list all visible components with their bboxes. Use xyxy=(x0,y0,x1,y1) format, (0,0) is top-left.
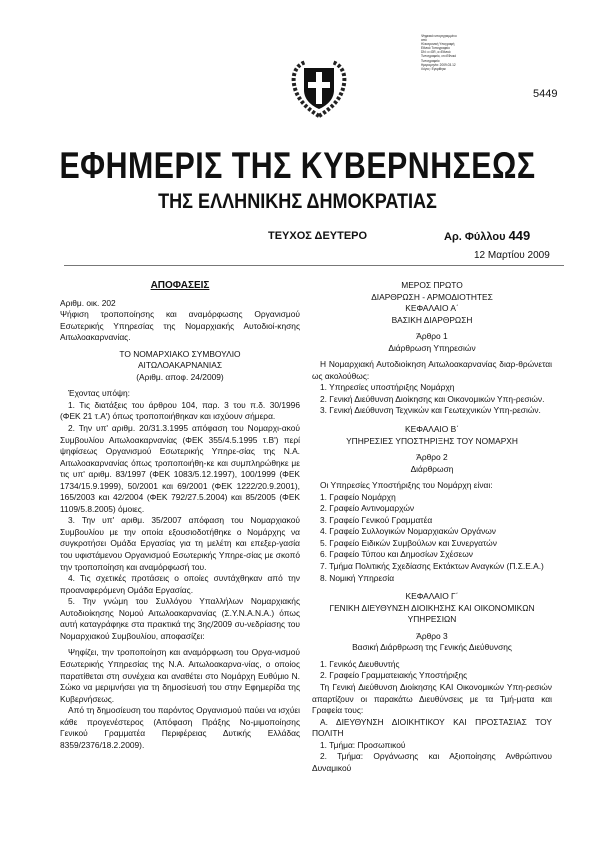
article-heading: Άρθρο 3 xyxy=(416,630,448,641)
list-item: 1. Γενικός Διευθυντής xyxy=(320,658,400,669)
page-number: 5449 xyxy=(533,88,558,100)
list-item: 5. Την γνώμη του Συλλόγου Υπαλλήλων Νομαρχιακής Αυτοδιοίκησης Νομού Αιτωλοακαρνανίας (Σ.Υ.Ν.Α.Ν.Α.) όπως αυτή καταγράφηκε στα πρακτικά της 3ης/2009 συ-νεδρίασης του Νομαρχιακού Συμβουλίου, αποφασίζει: xyxy=(60,596,300,641)
list-item: 1. Τμήμα: Προσωπικού xyxy=(320,739,406,750)
list-item: 2. Την υπ' αριθμ. 20/31.3.1995 απόφαση του Νομαρχι-ακού Συμβουλίου Αιτωλοακαρνανίας (ΦΕΚ 355/4.5.1995 τ.Β') περί ψηφίσεως Οργανισμού Εσωτερικής Υπηρε-σίας της Ν.Α. Αιτωλοακαρνανίας όπως τροποποιήθη-κε και συμπληρώθηκε με τις υπ' αριθμ. 83/1997 (ΦΕΚ 1083/5.12.1997), 100/1999 (ΦΕΚ 1734/15.9.1999), 50/2001 και 69/2001 (ΦΕΚ 1222/20.9.2001), 165/2003 και 42/2004 (ΦΕΚ 792/27.5.2004) και 85/2005 (ΦΕΚ 1109/5.8.2005) όμοιες. xyxy=(60,423,300,514)
sheet-number xyxy=(444,228,530,243)
council-line: ΤΟ ΝΟΜΑΡΧΙΑΚΟ ΣΥΜΒΟΥΛΙΟ xyxy=(119,348,241,359)
paragraph: Από τη δημοσίευση του παρόντος Οργανισμού παύει να ισχύει κάθε προγενέστερος (Απόφαση Πράξης Νο-μιμοποίησης Γενικού Γραμματέα Περιφέρειας Δυτικής Ελλάδας 8359/2376/18.2.2009). xyxy=(60,705,300,750)
stamp-line: Ημερομηνία: 2009.03.12 xyxy=(421,62,456,67)
stamp-line: Τυπογραφείο, cn=Εθνικό xyxy=(421,54,457,59)
list-item: 2. Γραφείο Γραμματειακής Υποστήριξης xyxy=(320,670,468,681)
article-title: Διάρθρωση xyxy=(410,463,454,474)
list-item: 3. Γενική Διεύθυνση Τεχνικών και Γεωτεχνικών Υπη-ρεσιών. xyxy=(320,405,541,416)
list-item: 7. Τμήμα Πολιτικής Σχεδίασης Εκτάκτων Αναγκών (Π.Σ.Ε.Α.) xyxy=(320,561,544,572)
decision-number: Αριθμ. οικ. 202 xyxy=(60,297,116,308)
gazette-subtitle: ΤΗΣ ΕΛΛΗΝΙΚΗΣ ΔΗΜΟΚΡΑΤΙΑΣ xyxy=(158,190,437,213)
section-heading: Α. ΔΙΕΥΘΥΝΣΗ ΔΙΟΙΚΗΤΙΚΟΥ ΚΑΙ ΠΡΟΣΤΑΣΙΑΣ ΤΟΥ ΠΟΛΙΤΗ xyxy=(312,716,552,739)
paragraph: Τη Γενική Διεύθυνση Διοίκησης ΚΑΙ Οικονομικών Υπη-ρεσιών απαρτίζουν οι παρακάτω Διευθύνσεις με τα Τμή-ματα και Γραφεία τους: xyxy=(312,681,552,716)
part-heading: ΜΕΡΟΣ ΠΡΩΤΟ xyxy=(401,280,463,290)
part-title: ΔΙΑΡΘΡΩΣΗ - ΑΡΜΟΔΙΟΤΗΤΕΣ xyxy=(371,291,493,302)
chapter-title: ΥΠΗΡΕΣΙΕΣ ΥΠΟΣΤΗΡΙΞΗΣ ΤΟΥ ΝΟΜΑΡΧΗ xyxy=(346,435,518,446)
sheet-number-value: 449 xyxy=(508,228,531,243)
list-item: 2. Γραφείο Αντινομαρχών xyxy=(320,503,415,514)
sheet-label: Αρ. Φύλλου xyxy=(444,231,506,243)
list-item: 6. Γραφείο Τύπου και Δημοσίων Σχέσεων xyxy=(320,549,473,560)
stamp-line: Τυπογραφείο xyxy=(421,58,440,63)
list-item: 3. Γραφείο Γενικού Γραμματέα xyxy=(320,514,433,525)
left-column xyxy=(60,280,300,751)
list-item: 2. Τμήμα: Οργάνωσης και Αξιοποίησης Ανθρώπινου Δυναμικού xyxy=(312,751,552,773)
council-line: (Αριθμ. αποφ. 24/2009) xyxy=(136,371,224,382)
stamp-line: Ηλεκτρονική Υπογραφή xyxy=(421,42,455,47)
paragraph: Οι Υπηρεσίες Υποστήριξης του Νομάρχη είναι: xyxy=(320,480,493,491)
list-item: 3. Την υπ' αριθμ. 35/2007 απόφαση του Νομαρχιακού Συμβουλίου με την οποία εξουσιοδοτήθηκε ο Νομάρχης να συγκροτήσει Ομάδα Εργασίας για τη μελέτη και επεξερ-γασία του υφιστάμενου Οργανισμού Εσωτερικής Υπηρε-σίας με σκοπό την τροποποίηση και αναμόρφωσή του. xyxy=(60,515,300,572)
article-heading: Άρθρο 2 xyxy=(416,452,448,463)
list-item: 1. Γραφείο Νομάρχη xyxy=(320,491,396,502)
stamp-line: Λόγος: Εγκρίθηκε xyxy=(421,66,446,71)
list-item: 4. Γραφείο Συλλογικών Νομαρχιακών Οργάνων xyxy=(320,526,496,537)
stamp-line: Εθνικό Τυπογραφείο xyxy=(421,46,450,51)
issue-date: 12 Μαρτίου 2009 xyxy=(474,250,550,261)
header-divider xyxy=(64,265,564,266)
stamp-line: DN: c=GR, o=Εθνικό xyxy=(421,50,451,55)
list-item: 2. Γενική Διεύθυνση Διοίκησης και Οικονομικών Υπη-ρεσιών. xyxy=(320,393,545,404)
paragraph: Η Νομαρχιακή Αυτοδιοίκηση Αιτωλοακαρνανίας διαρ-θρώνεται ως ακολούθως: xyxy=(312,359,552,381)
chapter-heading: ΚΕΦΑΛΑΙΟ Γ΄ xyxy=(405,591,459,602)
section-heading: ΑΠΟΦΑΣΕΙΣ xyxy=(150,280,210,291)
list-item: 1. Τις διατάξεις του άρθρου 104, παρ. 3 του π.δ. 30/1996 (ΦΕΚ 21 τ.Α') όπως τροποποιήθηκαν και ισχύουν σήμερα. xyxy=(60,399,300,422)
paragraph: Ψηφίζει, την τροποποίηση και αναμόρφωση του Οργα-νισμού Εσωτερικής Υπηρεσίας της Ν.Α. Αιτωλοακαρνα-νίας, ο οποίος παρατίθεται στη συνέχεια και αναθέτει στο Νομάρχη Ευθύμιο Ν. Σώκο να μεριμνήσει για τη δημοσίευσή του στην Εφημερίδα της Κυβερνήσεως. xyxy=(60,647,300,704)
having-in-mind: Έχοντας υπόψη: xyxy=(68,388,130,399)
article-title: Διάρθρωση Υπηρεσιών xyxy=(388,342,476,353)
list-item: 8. Νομική Υπηρεσία xyxy=(320,572,395,583)
list-item: 5. Γραφείο Ειδικών Συμβούλων και Συνεργατών xyxy=(320,537,497,548)
list-item: 4. Τις σχετικές προτάσεις ο οποίες συντάχθηκαν από την προαναφερόμενη Ομάδα Εργασίας. xyxy=(60,573,300,595)
chapter-title: ΓΕΝΙΚΗ ΔΙΕΥΘΥΝΣΗ ΔΙΟΙΚΗΣΗΣ ΚΑΙ ΟΙΚΟΝΟΜΙΚΩΝ ΥΠΗΡΕΣΙΩΝ xyxy=(329,602,535,625)
article-title: Βασική Διάρθρωση της Γενικής Διεύθυνσης xyxy=(352,642,512,653)
right-column xyxy=(312,280,552,774)
digital-signature-stamp xyxy=(421,34,511,71)
coat-of-arms-icon xyxy=(286,54,352,120)
chapter-title: ΒΑΣΙΚΗ ΔΙΑΡΘΡΩΣΗ xyxy=(391,314,473,325)
issue-label: ΤΕΥΧΟΣ ΔΕΥΤΕΡΟ xyxy=(268,230,368,242)
stamp-line: από xyxy=(421,38,427,43)
list-item: 1. Υπηρεσίες υποστήριξης Νομάρχη xyxy=(320,382,455,393)
council-line: ΑΙΤΩΛΟΑΚΑΡΝΑΝΙΑΣ xyxy=(137,360,223,371)
chapter-heading: ΚΕΦΑΛΑΙΟ Β΄ xyxy=(405,424,459,435)
gazette-title: ΕΦΗΜΕΡΙΣ ΤΗΣ ΚΥΒΕΡΝΗΣΕΩΣ xyxy=(59,145,536,186)
article-heading: Άρθρο 1 xyxy=(416,331,448,342)
decision-title: Ψήφιση τροποποίησης και αναμόρφωσης Οργανισμού Εσωτερικής Υπηρεσίας της Νομαρχιακής Αυτοδιοί-κησης Αιτωλοακαρνανίας. xyxy=(60,309,300,343)
stamp-line: Ψηφιακά υπογεγραμμένο xyxy=(421,34,457,38)
chapter-heading: ΚΕΦΑΛΑΙΟ Α΄ xyxy=(405,303,459,314)
